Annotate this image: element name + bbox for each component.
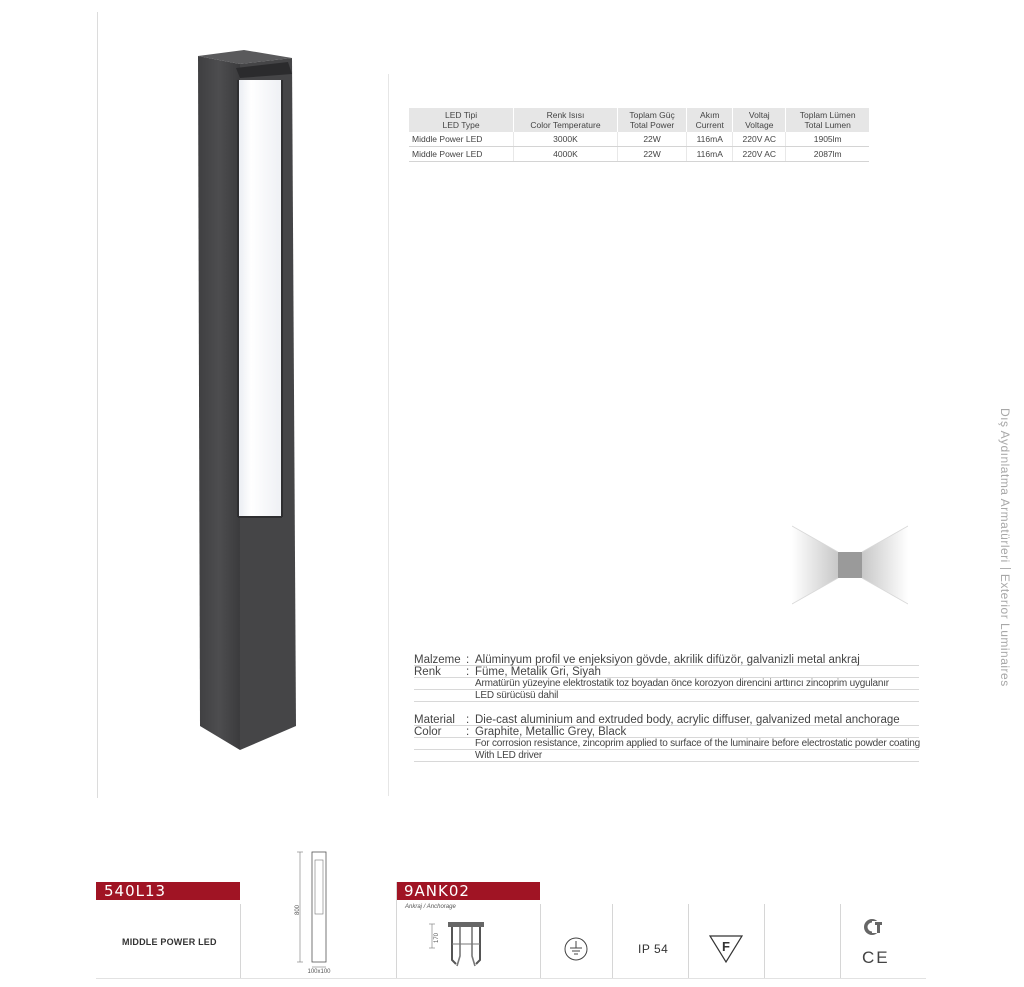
- f-mark-icon: [708, 934, 744, 964]
- ip-rating: IP 54: [638, 942, 669, 956]
- cell-color-temperature: 4000K: [514, 147, 618, 162]
- desc-row-note-en: For corrosion resistance, zincoprim applied to surface of the luminaire before electrostatic powder coating: [414, 738, 919, 750]
- cell-total-power: 22W: [617, 147, 686, 162]
- base-dimension-label: 100x100: [307, 969, 331, 974]
- table-row: [409, 147, 869, 162]
- dimension-drawing: [292, 848, 352, 974]
- cell-total-lumen: 2087lm: [786, 147, 869, 162]
- beam-direction-icon: [792, 522, 908, 608]
- header-total-power: Toplam Güç Total Power: [617, 108, 686, 132]
- desc-row-material-tr: Malzeme : Alüminyum profil ve enjeksiyon gövde, akrilik difüzör, galvanizli metal ankraj: [414, 654, 919, 666]
- side-label-english: Exterior Luminaires: [998, 573, 1012, 687]
- header-color-temperature: Renk Isısı Color Temperature: [514, 108, 618, 132]
- height-dimension-label: 800: [295, 904, 301, 916]
- desc-row-note-en: With LED driver: [414, 750, 919, 762]
- table-row: [409, 132, 869, 147]
- cell-led-type: Middle Power LED: [409, 132, 514, 147]
- bollard-luminaire-image: [188, 50, 300, 755]
- product-name: MIDDLE POWER LED: [122, 937, 217, 947]
- product-code-tag: 540L13: [96, 882, 240, 900]
- cell-current: 116mA: [687, 132, 733, 147]
- desc-row-color-en: Color : Graphite, Metallic Grey, Black: [414, 726, 919, 738]
- side-section-label: [996, 408, 1012, 730]
- side-label-turkish: Dış Aydınlatma Armatürleri: [998, 408, 1012, 563]
- ce-mark: CE: [862, 948, 890, 967]
- anchorage-drawing: [426, 920, 496, 972]
- cell-current: 116mA: [687, 147, 733, 162]
- certification-mark-icon: [862, 916, 886, 938]
- header-voltage: Voltaj Voltage: [733, 108, 786, 132]
- cell-voltage: 220V AC: [733, 147, 786, 162]
- column-divider: [388, 74, 389, 796]
- product-description: [414, 654, 919, 762]
- cell-color-temperature: 3000K: [514, 132, 618, 147]
- cell-voltage: 220V AC: [733, 132, 786, 147]
- anchorage-dimension-label: 170: [434, 932, 440, 944]
- desc-row-note-tr: Armatürün yüzeyine elektrostatik toz boyadan önce korozyon direncini arttırıcı zincoprim uygulanır: [414, 678, 919, 690]
- earth-ground-icon: [563, 936, 589, 962]
- header-led-type: LED Tipi LED Type: [409, 108, 514, 132]
- anchorage-code-tag: 9ANK02: [396, 882, 540, 900]
- cell-total-power: 22W: [617, 132, 686, 147]
- header-total-lumen: Toplam Lümen Total Lumen: [786, 108, 869, 132]
- header-current: Akım Current: [687, 108, 733, 132]
- f-mark-letter: F: [722, 939, 730, 954]
- product-info-bar: [96, 880, 926, 980]
- desc-row-material-en: Material : Die-cast aluminium and extruded body, acrylic diffuser, galvanized metal anchorage: [414, 714, 919, 726]
- desc-row-color-tr: Renk : Füme, Metalik Gri, Siyah: [414, 666, 919, 678]
- cell-total-lumen: 1905lm: [786, 132, 869, 147]
- cell-led-type: Middle Power LED: [409, 147, 514, 162]
- left-margin-rule: [97, 12, 98, 798]
- desc-row-note-tr: LED sürücüsü dahil: [414, 690, 919, 702]
- spec-table: [409, 108, 869, 162]
- spec-table-header: [409, 108, 869, 132]
- anchorage-label: Ankraj / Anchorage: [405, 904, 456, 910]
